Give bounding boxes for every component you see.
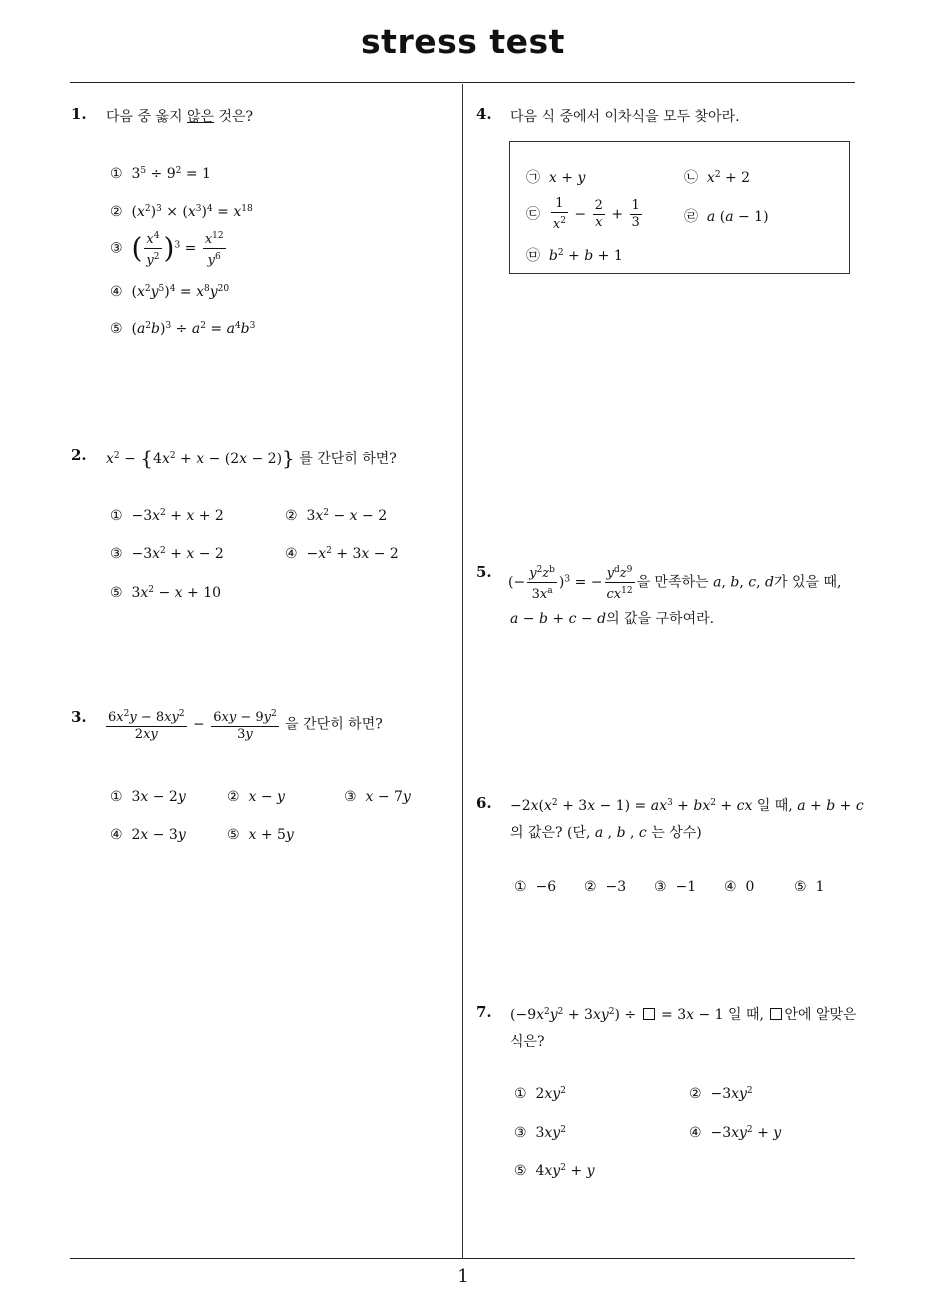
question-text-line2: 식은? bbox=[510, 1034, 545, 1050]
option-4[interactable]: ④ $-x^2 + 3x - 2$ bbox=[285, 546, 399, 562]
page-title: stress test bbox=[361, 22, 565, 61]
option-5[interactable]: ⑤ $3x^2 - x + 10$ bbox=[110, 585, 222, 601]
question-text: $(-9x^2y^2 + 3xy^2)$ ÷ = 3x − 1 일 때, 안에 알맞은 bbox=[510, 1007, 857, 1023]
question-number: 7. bbox=[476, 1003, 492, 1021]
option-1[interactable]: ① $2xy^2$ bbox=[514, 1086, 566, 1102]
option-3[interactable]: ③ −1 bbox=[654, 879, 697, 895]
option-2[interactable]: ② −3 bbox=[584, 879, 627, 895]
option-4[interactable]: ④ $(x^2y^5)^4 = x^8y^{20}$ bbox=[110, 284, 230, 300]
option-4[interactable]: ④ $-3xy^2 + y$ bbox=[689, 1125, 782, 1141]
option-1[interactable]: ① −6 bbox=[514, 879, 557, 895]
expression-item[interactable]: ㉣ a (a − 1) bbox=[684, 209, 769, 225]
option-5[interactable]: ⑤ 1 bbox=[794, 879, 825, 895]
option-5[interactable]: ⑤ $(a^2b)^3 \div a^2 = a^4b^3$ bbox=[110, 321, 256, 337]
question-text: (− $\frac{y^2z^b}{3x^a}$ )$^3$ = − $\frac{y^dz^9}{cx^{12}}$ 을 만족하는 a, b, c, d가 있을 때, bbox=[508, 562, 841, 603]
question-number: 1. bbox=[71, 105, 87, 123]
expression-item[interactable]: ㉤ $b^2 + b + 1$ bbox=[526, 248, 623, 264]
bottom-rule bbox=[70, 1258, 855, 1259]
question-number: 2. bbox=[71, 446, 87, 464]
question-number: 4. bbox=[476, 105, 492, 123]
question-text: 다음 중 옳지 않은 것은? bbox=[106, 109, 254, 125]
option-1[interactable]: ① $3^5 \div 9^2 = 1$ bbox=[110, 166, 211, 182]
page-number: 1 bbox=[457, 1266, 469, 1287]
question-text: $\frac{6x^2y - 8xy^2}{2xy}$ − $\frac{6xy - 9y^2}{3y}$ 을 간단히 하면? bbox=[104, 706, 383, 743]
expression-item[interactable]: ㉡ $x^2 + 2$ bbox=[684, 170, 751, 186]
option-2[interactable]: ② x − y bbox=[227, 789, 285, 805]
question-number: 5. bbox=[476, 563, 492, 581]
option-2[interactable]: ② $3x^2 - x - 2$ bbox=[285, 508, 388, 524]
top-rule bbox=[70, 82, 855, 83]
option-1[interactable]: ① 3x − 2y bbox=[110, 789, 186, 805]
question-text-line2: a − b + c − d의 값을 구하여라. bbox=[510, 611, 715, 627]
question-text: $x^2 - \{4x^2 + x - (2x - 2)\}$ 를 간단히 하면? bbox=[106, 446, 397, 470]
column-divider bbox=[462, 84, 463, 1259]
option-3[interactable]: ③ $-3x^2 + x - 2$ bbox=[110, 546, 224, 562]
option-5[interactable]: ⑤ x + 5y bbox=[227, 827, 294, 843]
question-text: 다음 식 중에서 이차식을 모두 찾아라. bbox=[510, 109, 740, 125]
option-3[interactable]: ③ $3xy^2$ bbox=[514, 1125, 566, 1141]
option-3[interactable]: ③ ( $\frac{x^4}{y^2}$ )$^3$ = $\frac{x^{12}}{y^6}$ bbox=[110, 228, 228, 269]
expression-item[interactable]: ㉠ x + y bbox=[526, 170, 586, 186]
option-4[interactable]: ④ 2x − 3y bbox=[110, 827, 186, 843]
option-5[interactable]: ⑤ $4xy^2 + y$ bbox=[514, 1163, 595, 1179]
question-text: $-2x(x^2 + 3x - 1) = ax^3 + bx^2$ + cx 일 때, a + b + c bbox=[510, 798, 864, 814]
question-text-line2: 의 값은? (단, a , b , c 는 상수) bbox=[510, 825, 702, 841]
option-3[interactable]: ③ x − 7y bbox=[344, 789, 411, 805]
question-number: 3. bbox=[71, 708, 87, 726]
option-2[interactable]: ② $(x^2)^3 \times (x^3)^4 = x^{18}$ bbox=[110, 204, 253, 220]
option-4[interactable]: ④ 0 bbox=[724, 879, 755, 895]
question-number: 6. bbox=[476, 794, 492, 812]
option-1[interactable]: ① $-3x^2 + x + 2$ bbox=[110, 508, 224, 524]
option-2[interactable]: ② $-3xy^2$ bbox=[689, 1086, 753, 1102]
expression-item[interactable]: ㉢ $\frac{1}{x^2}$ − $\frac{2}{x}$ + $\frac{1}{3}$ bbox=[526, 196, 640, 232]
